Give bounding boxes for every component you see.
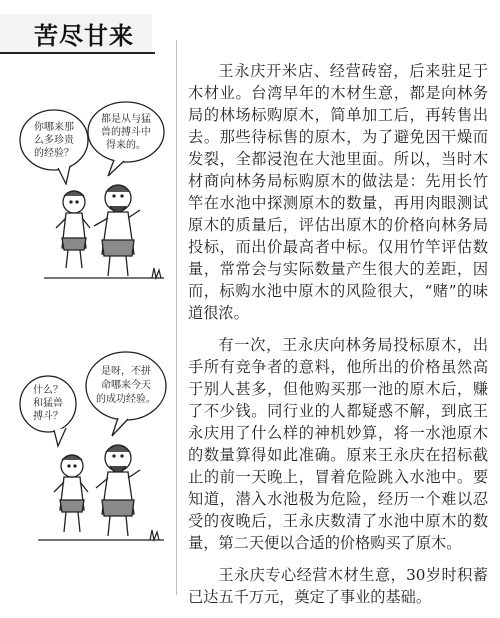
article-body [188, 60, 488, 618]
caveman-adult-figure [96, 445, 140, 536]
title-block [0, 10, 200, 58]
speech-bubble-right [86, 352, 166, 436]
bubble-text-line: 的经验？ [34, 148, 74, 159]
cartoon-illustration-2 [14, 348, 174, 548]
bubble-text-line: 搏斗？ [33, 411, 63, 422]
article-paragraph: 有一次，王永庆向林务局投标原木，出手所有竞争者的意料，他所出的价格虽然高于别人甚多，但他购买那一池的原木后，赚了不少钱。同行业的人都疑惑不解，到底王永庆用了什么样的神机妙算，将一水池原木的数量算得如此准确。原来王永庆在招标截止的前一天晚上，冒着危险跳入水池中。要知道，潜入水池极为危险，经历一个难以忍受的夜晚后，王永庆数清了水池中原木的数量，第二天便以合适的价格购买了原木。 [188, 336, 488, 552]
ground-grass [44, 268, 164, 278]
article-paragraph: 王永庆开米店、经营砖窑，后来驻足于木材业。台湾早年的木材生意，都是向林务局的林场标购原木，简单加工后，再转售出去。那些待标售的原木，为了避免因干燥而发裂，全都浸泡在大池里面。所以，当时木材商向林务局标购原木的做法是：先用长竹竿在水池中探测原木的数量，再用肉眼测试原木的质量后，评估出原木的价格向林务局投标，而出价最高者中标。仅用竹竿评估数量，常常会与实际数量产生很大的差距，因而，标购水池中原木的风险很大，“赌”的味道很浓。 [188, 62, 488, 322]
speech-bubble-left [20, 110, 88, 184]
cartoon-illustration-1 [14, 98, 174, 288]
speech-bubble-right [88, 102, 164, 176]
ground-grass [38, 530, 164, 540]
caveman-child-figure [54, 455, 88, 532]
bubble-text-line: 是呀，不拼 [101, 366, 151, 377]
bubble-text-line: 你哪来那 [34, 122, 74, 133]
bubble-text-line: 得来的。 [106, 140, 146, 151]
caveman-adult-figure [94, 185, 140, 276]
bubble-text-line: 的成功经验。 [96, 394, 156, 405]
speech-bubble-left [20, 376, 76, 446]
bubble-text-line: 命哪来今天 [101, 380, 151, 391]
bubble-text-line: 兽的搏斗中 [101, 127, 151, 138]
bubble-text-line: 都是从与猛 [101, 114, 151, 125]
bubble-text-line: 什么？ [33, 385, 63, 396]
page-title: 苦尽甘来 [34, 21, 134, 50]
column-divider [176, 40, 177, 595]
caveman-child-figure [56, 191, 90, 268]
bubble-text-line: 么多珍贵 [34, 135, 74, 146]
title-underline [0, 52, 155, 54]
article-paragraph: 王永庆专心经营木材生意，30岁时积蓄已达五千万元，奠定了事业的基础。 [188, 566, 488, 606]
bubble-text-line: 和猛兽 [33, 398, 63, 409]
